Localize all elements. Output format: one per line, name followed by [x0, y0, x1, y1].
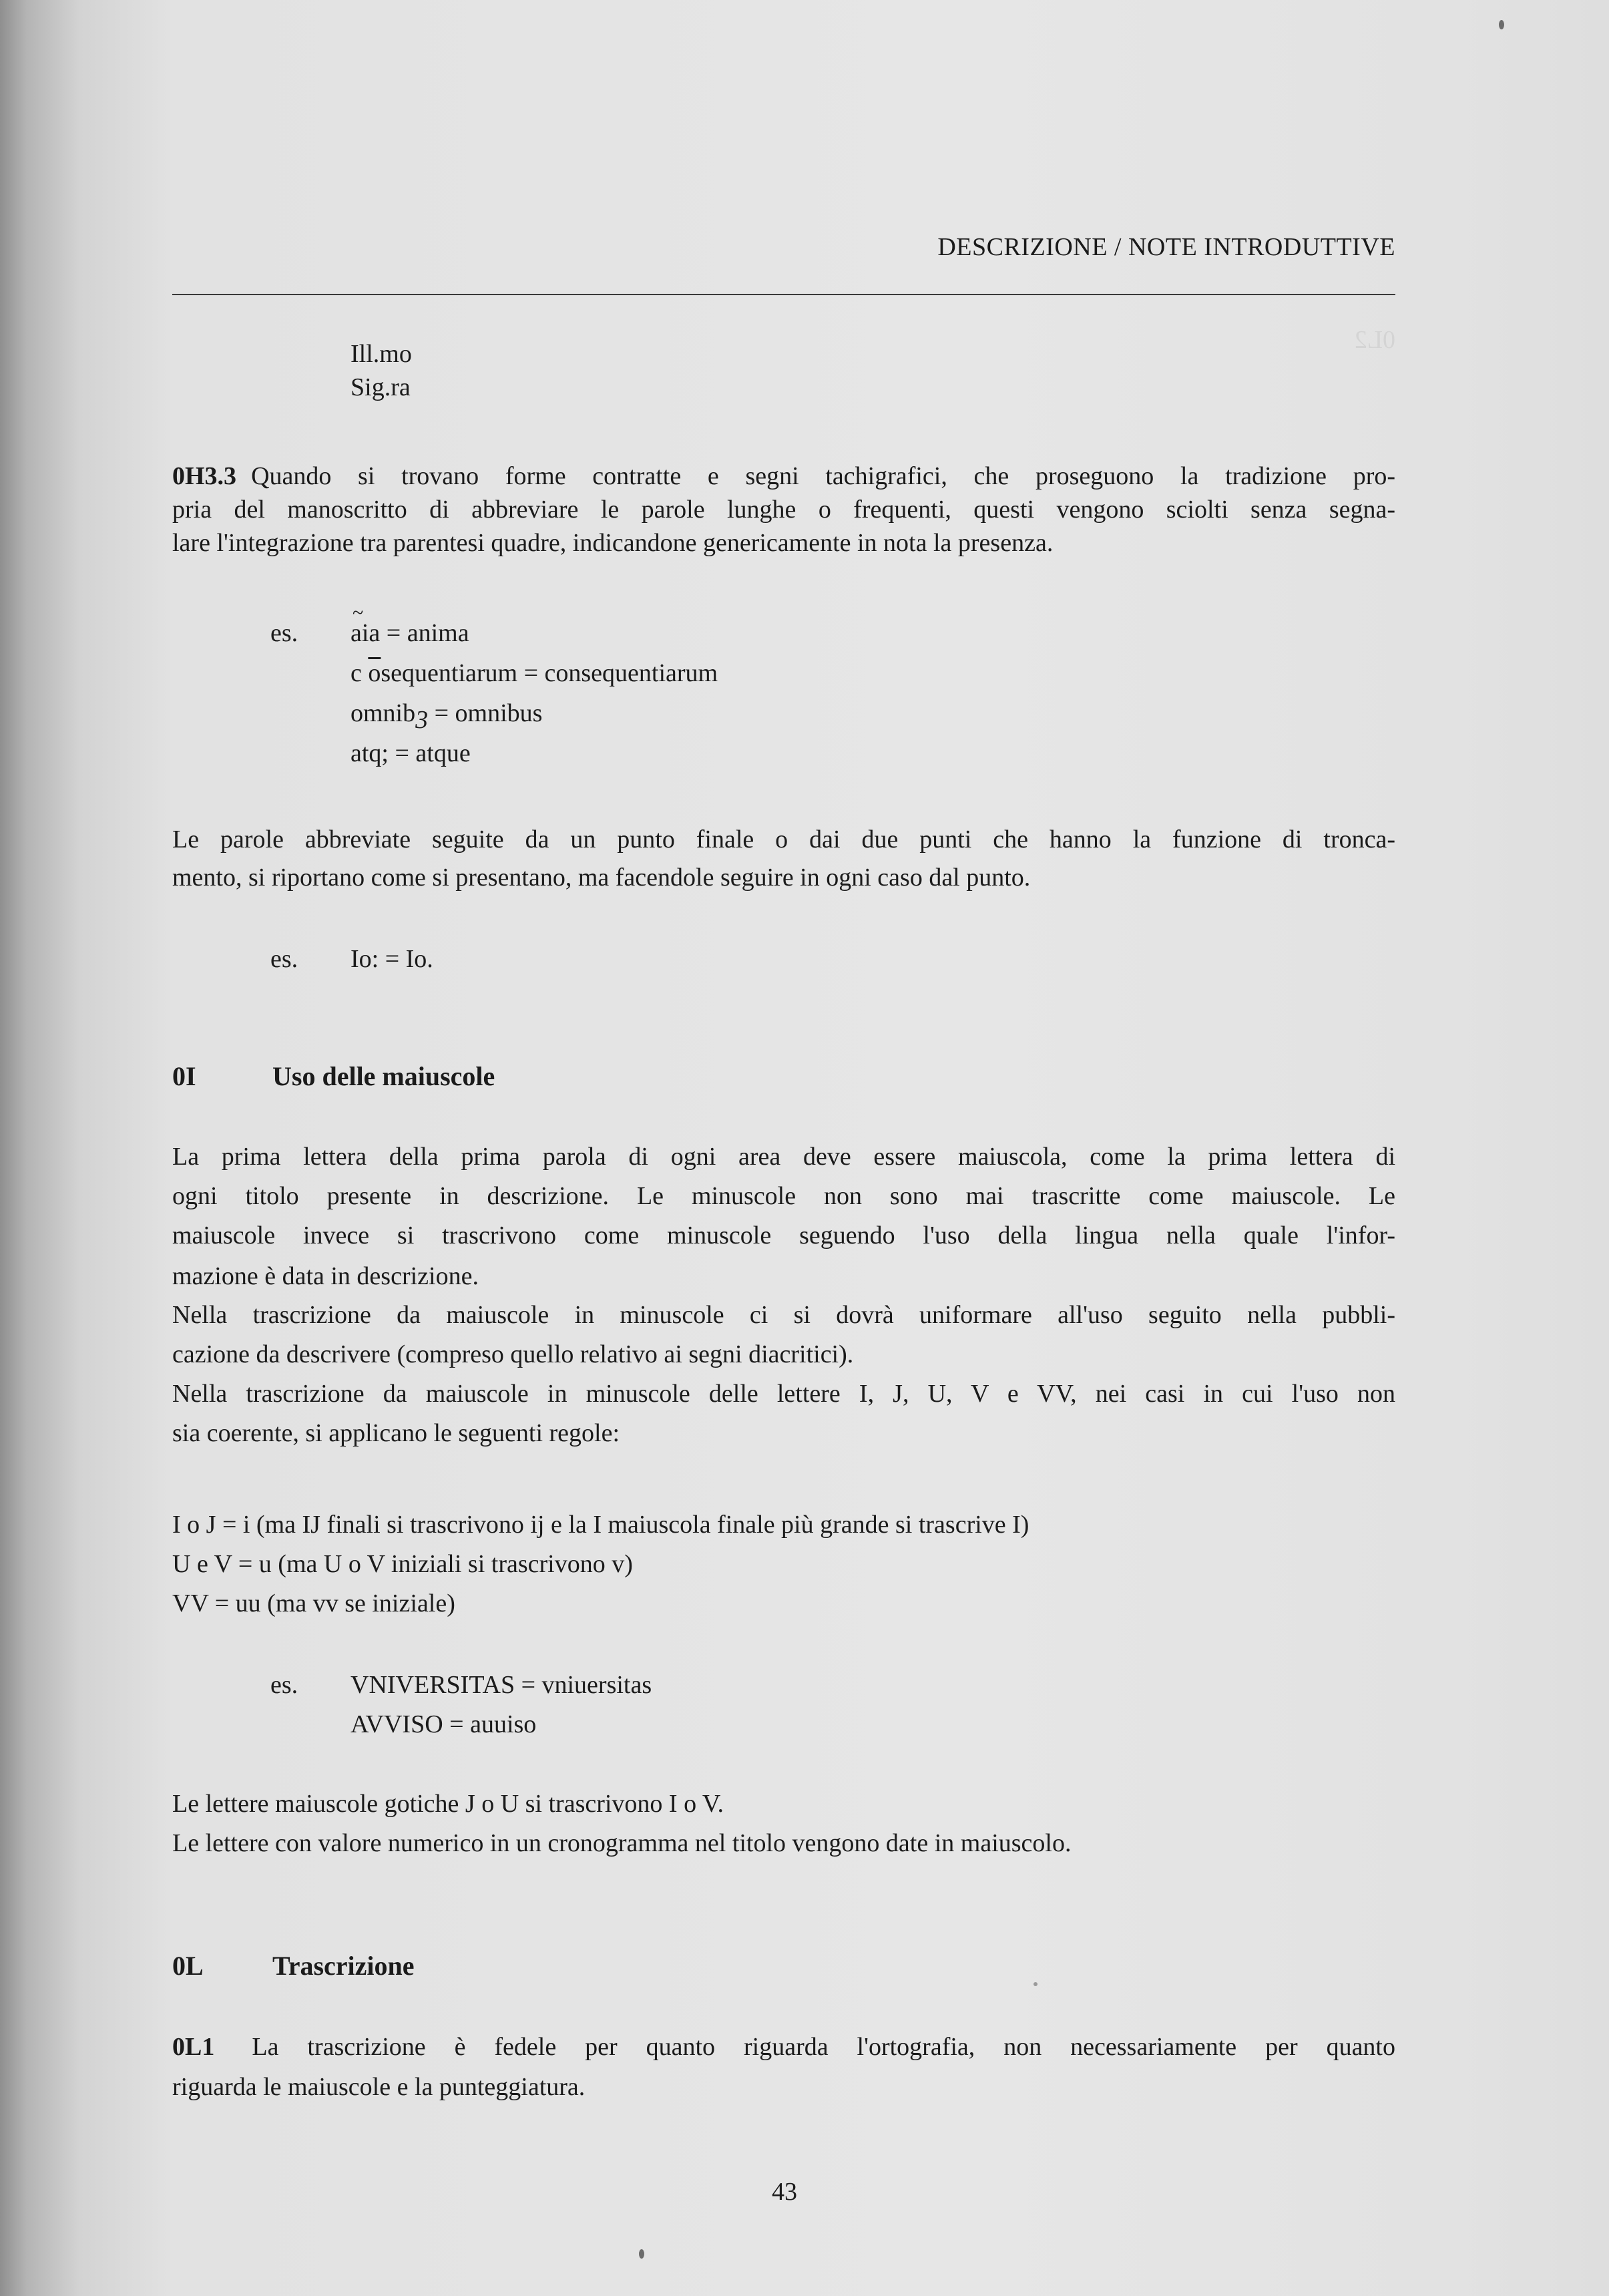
rule-vv: VV = uu (ma vv se iniziale) — [172, 1589, 455, 1617]
abbrev-example-consequentiarum: c $\overline{o}sequentiarum$ = consequentiarum — [351, 659, 718, 687]
paragraph-0h3-3-line-3: lare l'integrazione tra parentesi quadre, indicandone genericamente in nota la presenza. — [172, 529, 1054, 557]
maiuscole-p3-line-2: sia coerente, si applicano le seguenti regole: — [172, 1419, 620, 1447]
section-label-0l1: 0L1 — [172, 2033, 215, 2061]
trascrizione-line-2: riguarda le maiuscole e la punteggiatura. — [172, 2073, 586, 2101]
maiuscole-p1-line-2: ogni titolo presente in descrizione. Le minuscole non sono mai trascritte come maiuscole. Le — [172, 1182, 1395, 1210]
maiuscole-p1-line-4: mazione è data in descrizione. — [172, 1262, 479, 1290]
example-io: Io: = Io. — [351, 945, 433, 973]
abbrev-example-omnibus: omnib3 = omnibus — [351, 699, 543, 734]
show-through-texture: 0L2 — [917, 326, 1395, 354]
maiuscole-p4-line-1: Le lettere maiuscole gotiche J o U si trascrivono I o V. — [172, 1790, 724, 1818]
paragraph-0h3-3-line-1: 0H3.3 Quando si trovano forme contratte e segni tachigrafici, che proseguono la tradizione pro- — [172, 462, 1395, 490]
abbrev-mark: ~ — [353, 602, 364, 624]
scan-speck — [639, 2249, 644, 2259]
maiuscole-p2-line-1: Nella trascrizione da maiuscole in minuscole ci si dovrà uniformare all'uso seguito nella pubbli- — [172, 1301, 1395, 1329]
section-label-0l: 0L — [172, 1951, 204, 1981]
es-label: es. — [270, 619, 298, 647]
abbrev-example-atque: atq; = atque — [351, 739, 471, 767]
paragraph-0h3-3-line-2: pria del manoscritto di abbreviare le parole lunghe o frequenti, questi vengono sciolti senza segna- — [172, 496, 1395, 524]
abbrev-paragraph-line-1: Le parole abbreviate seguite da un punto finale o dai due punti che hanno la funzione di tronca- — [172, 825, 1395, 853]
abbrev-example-anima: ~ aia = anima — [351, 602, 469, 647]
maiuscole-p1-line-1: La prima lettera della prima parola di ogni area deve essere maiuscola, come la prima lettera di — [172, 1143, 1395, 1171]
header-rule — [172, 294, 1395, 295]
example-avviso: AVVISO = auuiso — [351, 1710, 537, 1738]
scan-speck — [1033, 1982, 1038, 1986]
example-illmo: Ill.mo — [351, 340, 412, 368]
page-number: 43 — [772, 2178, 797, 2206]
example-vniversitas: VNIVERSITAS = vniuersitas — [351, 1671, 652, 1699]
section-label-0i: 0I — [172, 1061, 196, 1091]
section-label-0h3-3: 0H3.3 — [172, 462, 237, 490]
example-sigra: Sig.ra — [351, 373, 411, 401]
rule-u-v: U e V = u (ma U o V iniziali si trascrivono v) — [172, 1550, 633, 1578]
es-label: es. — [270, 1671, 298, 1699]
section-title-uso-delle-maiuscole: Uso delle maiuscole — [272, 1061, 495, 1091]
scan-speck — [1499, 20, 1504, 29]
maiuscole-p1-line-3: maiuscole invece si trascrivono come minuscole seguendo l'uso della lingua nella quale l'infor- — [172, 1221, 1395, 1250]
rule-i-j: I o J = i (ma IJ finali si trascrivono ij e la I maiuscola finale più grande si trascrive I) — [172, 1511, 1029, 1539]
section-title-trascrizione: Trascrizione — [272, 1951, 415, 1981]
abbrev-paragraph-line-2: mento, si riportano come si presentano, ma facendole seguire in ogni caso dal punto. — [172, 864, 1031, 892]
trascrizione-line-1: 0L1 La trascrizione è fedele per quanto riguarda l'ortografia, non necessariamente per quanto — [172, 2033, 1395, 2061]
maiuscole-p3-line-1: Nella trascrizione da maiuscole in minuscole delle lettere I, J, U, V e VV, nei casi in cui l'uso non — [172, 1380, 1395, 1408]
es-label: es. — [270, 945, 298, 973]
maiuscole-p4-line-2: Le lettere con valore numerico in un cronogramma nel titolo vengono date in maiuscolo. — [172, 1829, 1072, 1857]
maiuscole-p2-line-2: cazione da descrivere (compreso quello relativo ai segni diacritici). — [172, 1340, 854, 1368]
running-header: DESCRIZIONE / NOTE INTRODUTTIVE — [937, 233, 1395, 261]
